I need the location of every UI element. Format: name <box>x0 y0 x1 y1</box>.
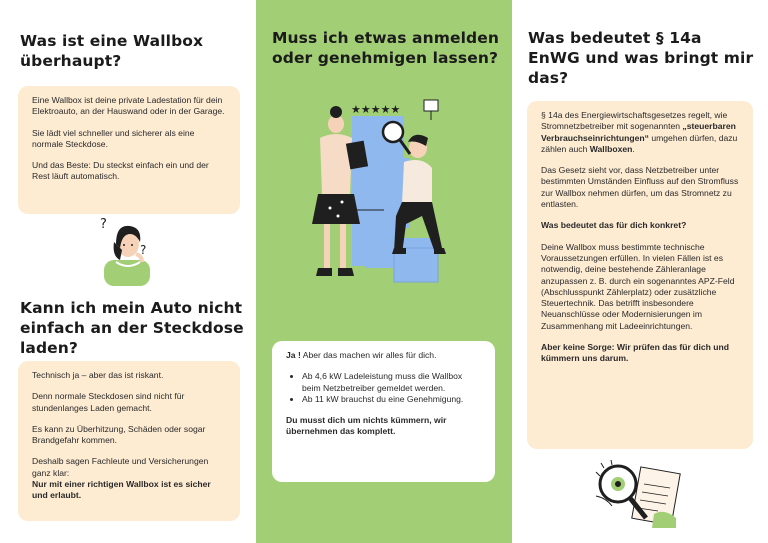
card-text: Eine Wallbox ist deine private Ladestation für dein Elektroauto, an der Hauswand oder in der Garage. <box>32 95 225 117</box>
card-anmeldung-details <box>272 341 495 482</box>
card-emphasis: Ja ! <box>286 350 301 360</box>
column-wallbox-intro <box>0 0 256 543</box>
card-emphasis: Aber keine Sorge: Wir prüfen das für dich und kümmern uns darum. <box>541 342 730 364</box>
svg-text:?: ? <box>100 217 107 232</box>
card-text: Ja ! Aber das machen wir alles für dich. <box>286 350 437 360</box>
heading-steckdose: Kann ich mein Auto nicht einfach an der Steckdose laden? <box>20 299 244 357</box>
card-text: Es kann zu Überhitzung, Schäden oder sogar Brandgefahr kommen. <box>32 423 206 446</box>
magnifier-document-illustration <box>592 456 692 532</box>
card-text: Deine Wallbox muss bestimmte technische Voraussetzungen erfüllen. In vielen Fällen ist es notwendig, deine bestehende Zähleranlage anzupassen z. B. durch ein sogenanntes APZ-Feld (Abschlusspunkt Zählerplatz) oder zusätzliche Steuertechnik. Das betrifft insbesondere Neuanschlüsse oder Modernisierungen im Zusammenhang mit Ladeeinrichtungen. <box>541 241 735 331</box>
column-14a-enwg <box>512 0 768 543</box>
card-text <box>541 220 739 231</box>
svg-text:?: ? <box>140 243 147 257</box>
card-emphasis: Was bedeutet das für dich konkret? <box>541 220 687 231</box>
card-14a-explanation <box>527 101 753 449</box>
card-text <box>541 342 739 365</box>
card-text: Denn normale Steckdosen sind nicht für stundenlanges Laden gemacht. <box>32 391 185 413</box>
card-text: Und das Beste: Du steckst einfach ein und der Rest läuft automatisch. <box>32 160 209 182</box>
card-steckdose-answer <box>18 361 240 521</box>
people-reviewing-illustration <box>284 98 480 286</box>
list-item: • Ab 4,6 kW Ladeleistung muss die Wallbox beim Netzbetreiber gemeldet werden. <box>302 371 481 394</box>
card-text: Das Gesetz sieht vor, dass Netzbetreiber unter bestimmten Umständen Einfluss auf den Stromfluss zur Wallbox nehmen dürfen, um das Stromnetz zu entlasten. <box>541 165 739 210</box>
thinking-person-illustration <box>98 214 164 286</box>
card-text: Technisch ja – aber das ist riskant. <box>32 370 164 380</box>
heading-wallbox: Was ist eine Wallbox überhaupt? <box>20 32 204 70</box>
card-text <box>286 415 481 438</box>
card-text: Deshalb sagen Fachleute und Versicherungen ganz klar: Nur mit einer richtigen Wallbox ist es sicher und erlaubt. <box>32 456 211 501</box>
card-emphasis: Du musst dich um nichts kümmern, wir übernehmen das komplett. <box>286 415 447 437</box>
star-rating-icon: ★★★★★ <box>351 103 401 116</box>
heading-14a: Was bedeutet § 14a EnWG und was bringt mir das? <box>528 29 754 87</box>
list-item: • Ab 11 kW brauchst du eine Genehmigung. <box>302 394 481 405</box>
card-text: § 14a des Energiewirtschaftsgesetzes regelt, wie Stromnetzbetreiber mit sogenannten „steuerbaren Verbrauchseinrichtungen“ umgehen dürfen, dazu zählen auch Wallboxen. <box>541 110 738 154</box>
column-anmeldung <box>256 0 512 543</box>
card-wallbox-definition <box>18 86 240 214</box>
card-text: Sie lädt viel schneller und sicherer als eine normale Steckdose. <box>32 127 195 149</box>
card-emphasis: Nur mit einer richtigen Wallbox ist es sicher und erlaubt. <box>32 479 211 501</box>
bullet-list <box>302 371 481 405</box>
heading-anmelden: Muss ich etwas anmelden oder genehmigen lassen? <box>272 29 499 67</box>
